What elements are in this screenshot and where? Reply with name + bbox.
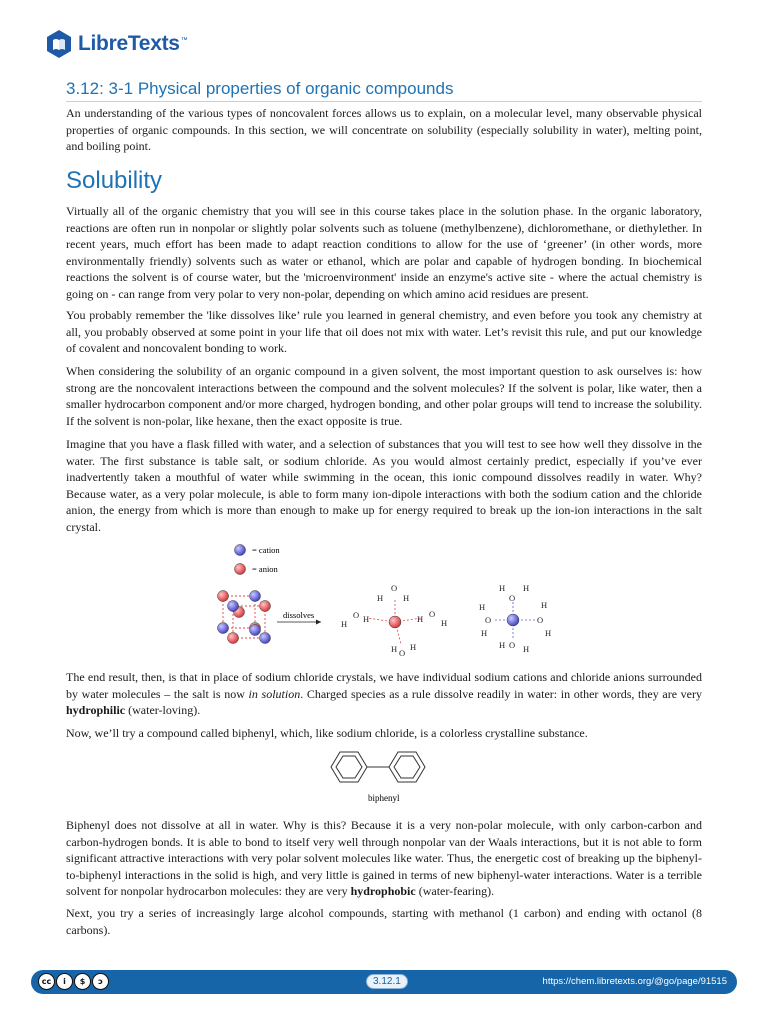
sa-icon: ↄ [92,973,109,990]
paragraph-5: The end result, then, is that in place of sodium chloride crystals, we have individual sodium cations and chloride anions surrounded by water molecules – the salt is now in solution. Charged species as a rule dissolve readily in water: in other words, they are very hydrophilic (water-loving). [66,670,702,717]
by-icon: i [56,973,73,990]
title-divider [66,101,702,102]
svg-text:H: H [499,583,506,593]
cation-legend-label: = cation [252,545,280,555]
svg-text:O: O [429,609,436,619]
svg-text:H: H [545,628,552,638]
nc-icon: $ [74,973,91,990]
paragraph-1: Virtually all of the organic chemistry that you will see in this course takes place in the solution phase. In the organic laboratory, reactions are often run in nonpolar or slightly polar solvents such as toluene (methylbenzene), dichloromethane, or diethylether. In recent years, much effort has been made to adapt reaction conditions to allow for the use of ‘greener’ (in other words, more environmentally friendly) solvents such as water or ethanol, which are polar and capable of hydrogen bonding. In biochemical reactions the solvent is of course water, but the 'microenvironment' inside an enzyme's active site - where the actual chemistry is going on - can range from very polar to very non-polar, depending on which amino acid residues are present. [66,204,702,301]
svg-text:H: H [441,618,448,628]
hydrophilic-term: hydrophilic [66,703,126,717]
paragraph-7: Biphenyl does not dissolve at all in water. Why is this? Because it is a very non-polar molecule, with only carbon-carbon and carbon-hydrogen bonds. It is able to bond to itself very well through nonpolar van der Waals interactions, but it is not able to form significant attractive interactions with very polar solvent molecules like water. Thus, the energetic cost of breaking up the biphenyl-to-biphenyl interactions in the solid is high, and very little is gained in terms of new biphenyl-water interactions. Water is a terrible solvent for nonpolar hydrocarbon molecules: they are very hydrophobic (water-fearing). [66,818,702,898]
anion-legend-marker [235,564,246,575]
svg-text:H: H [479,602,486,612]
biphenyl-caption: biphenyl [368,793,400,803]
paragraph-3: When considering the solubility of an organic compound in a given solvent, the most important question to ask ourselves is: how strong are the noncovalent interactions between the compound and the solvent molecules? If the solvent is polar, like water, then a smaller hydrocarbon component and/or more charged, hydrogen bonding, and other polar groups will tend to increase the solubility. If the solvent is non-polar, like hexane, then the exact opposite is true. [66,364,702,428]
hydrophobic-term: hydrophobic [350,884,416,898]
paragraph-8: Next, you try a series of increasingly large alcohol compounds, starting with methanol (1 carbon) and ending with octanol (8 carbons). [66,906,702,937]
intro-paragraph: An understanding of the various types of noncovalent forces allows us to explain, on a molecular level, many observable physical properties of organic compounds. In this section, we will concentrate on solubility (especially solubility in water), melting point, and boiling point. [66,106,702,153]
svg-text:H: H [481,628,488,638]
page-number-badge: 3.12.1 [366,974,408,989]
svg-text:H: H [403,593,410,603]
svg-text:O: O [509,640,516,650]
page-url-link[interactable]: https://chem.libretexts.org/@go/page/91515 [542,976,727,987]
paragraph-6: Now, we’ll try a compound called biphenyl, which, like sodium chloride, is a colorless crystalline substance. [66,726,588,740]
libretexts-logo-icon [46,29,72,59]
cc-icon: cc [38,973,55,990]
page-title: 3.12: 3-1 Physical properties of organic compounds [66,79,454,98]
biphenyl-structure-figure [328,746,438,808]
paragraph-4: Imagine that you have a flask filled with water, and a selection of substances that you will test to see how well they dissolve in the water. The first substance is table salt, or sodium chloride. As you would almost certainly predict, especially if you’ve ever inadvertently taken a mouthful of water while swimming in the ocean, this ionic compound dissolves readily in water. Why? Because water, as a very polar molecule, is able to form many ion-dipole interactions with both the sodium cation and the chloride anion, the energy from which is more than enough to make up for energy required to break up the ion-ion interactions in the salt crystal. [66,437,702,534]
svg-text:H: H [499,640,506,650]
svg-text:H: H [391,644,398,654]
license-badges[interactable] [38,973,109,990]
svg-text:O: O [391,583,398,593]
paragraph-2: You probably remember the 'like dissolves like’ rule you learned in general chemistry, and even before you took any chemistry at all, you probably observed at some point in your life that oil does not mix with water. Let’s revisit this rule, and put our knowledge of covalent and noncovalent bonding to work. [66,308,702,355]
svg-text:H: H [341,619,348,629]
in-solution-emphasis: in solution [248,686,301,701]
solvated-anion [341,583,447,658]
dissolves-label: dissolves [283,610,315,620]
svg-text:H: H [541,600,548,610]
logo-wordmark: LibreTexts™ [78,32,188,55]
svg-text:H: H [523,583,530,593]
svg-text:O: O [537,615,544,625]
ion-dissolution-figure [205,538,565,662]
svg-text:H: H [417,614,424,624]
svg-text:H: H [410,642,417,652]
svg-text:H: H [377,593,384,603]
solubility-heading: Solubility [66,167,163,194]
svg-text:O: O [485,615,492,625]
cation-legend-marker [235,545,246,556]
page-footer [31,970,737,994]
crystal-ions [218,591,271,644]
svg-text:O: O [353,610,360,620]
svg-text:H: H [523,644,530,654]
svg-text:H: H [363,614,370,624]
anion-legend-label: = anion [252,564,278,574]
svg-text:O: O [509,593,516,603]
svg-text:O: O [399,648,406,658]
solvated-cation [479,583,551,654]
libretexts-logo[interactable] [46,26,187,62]
